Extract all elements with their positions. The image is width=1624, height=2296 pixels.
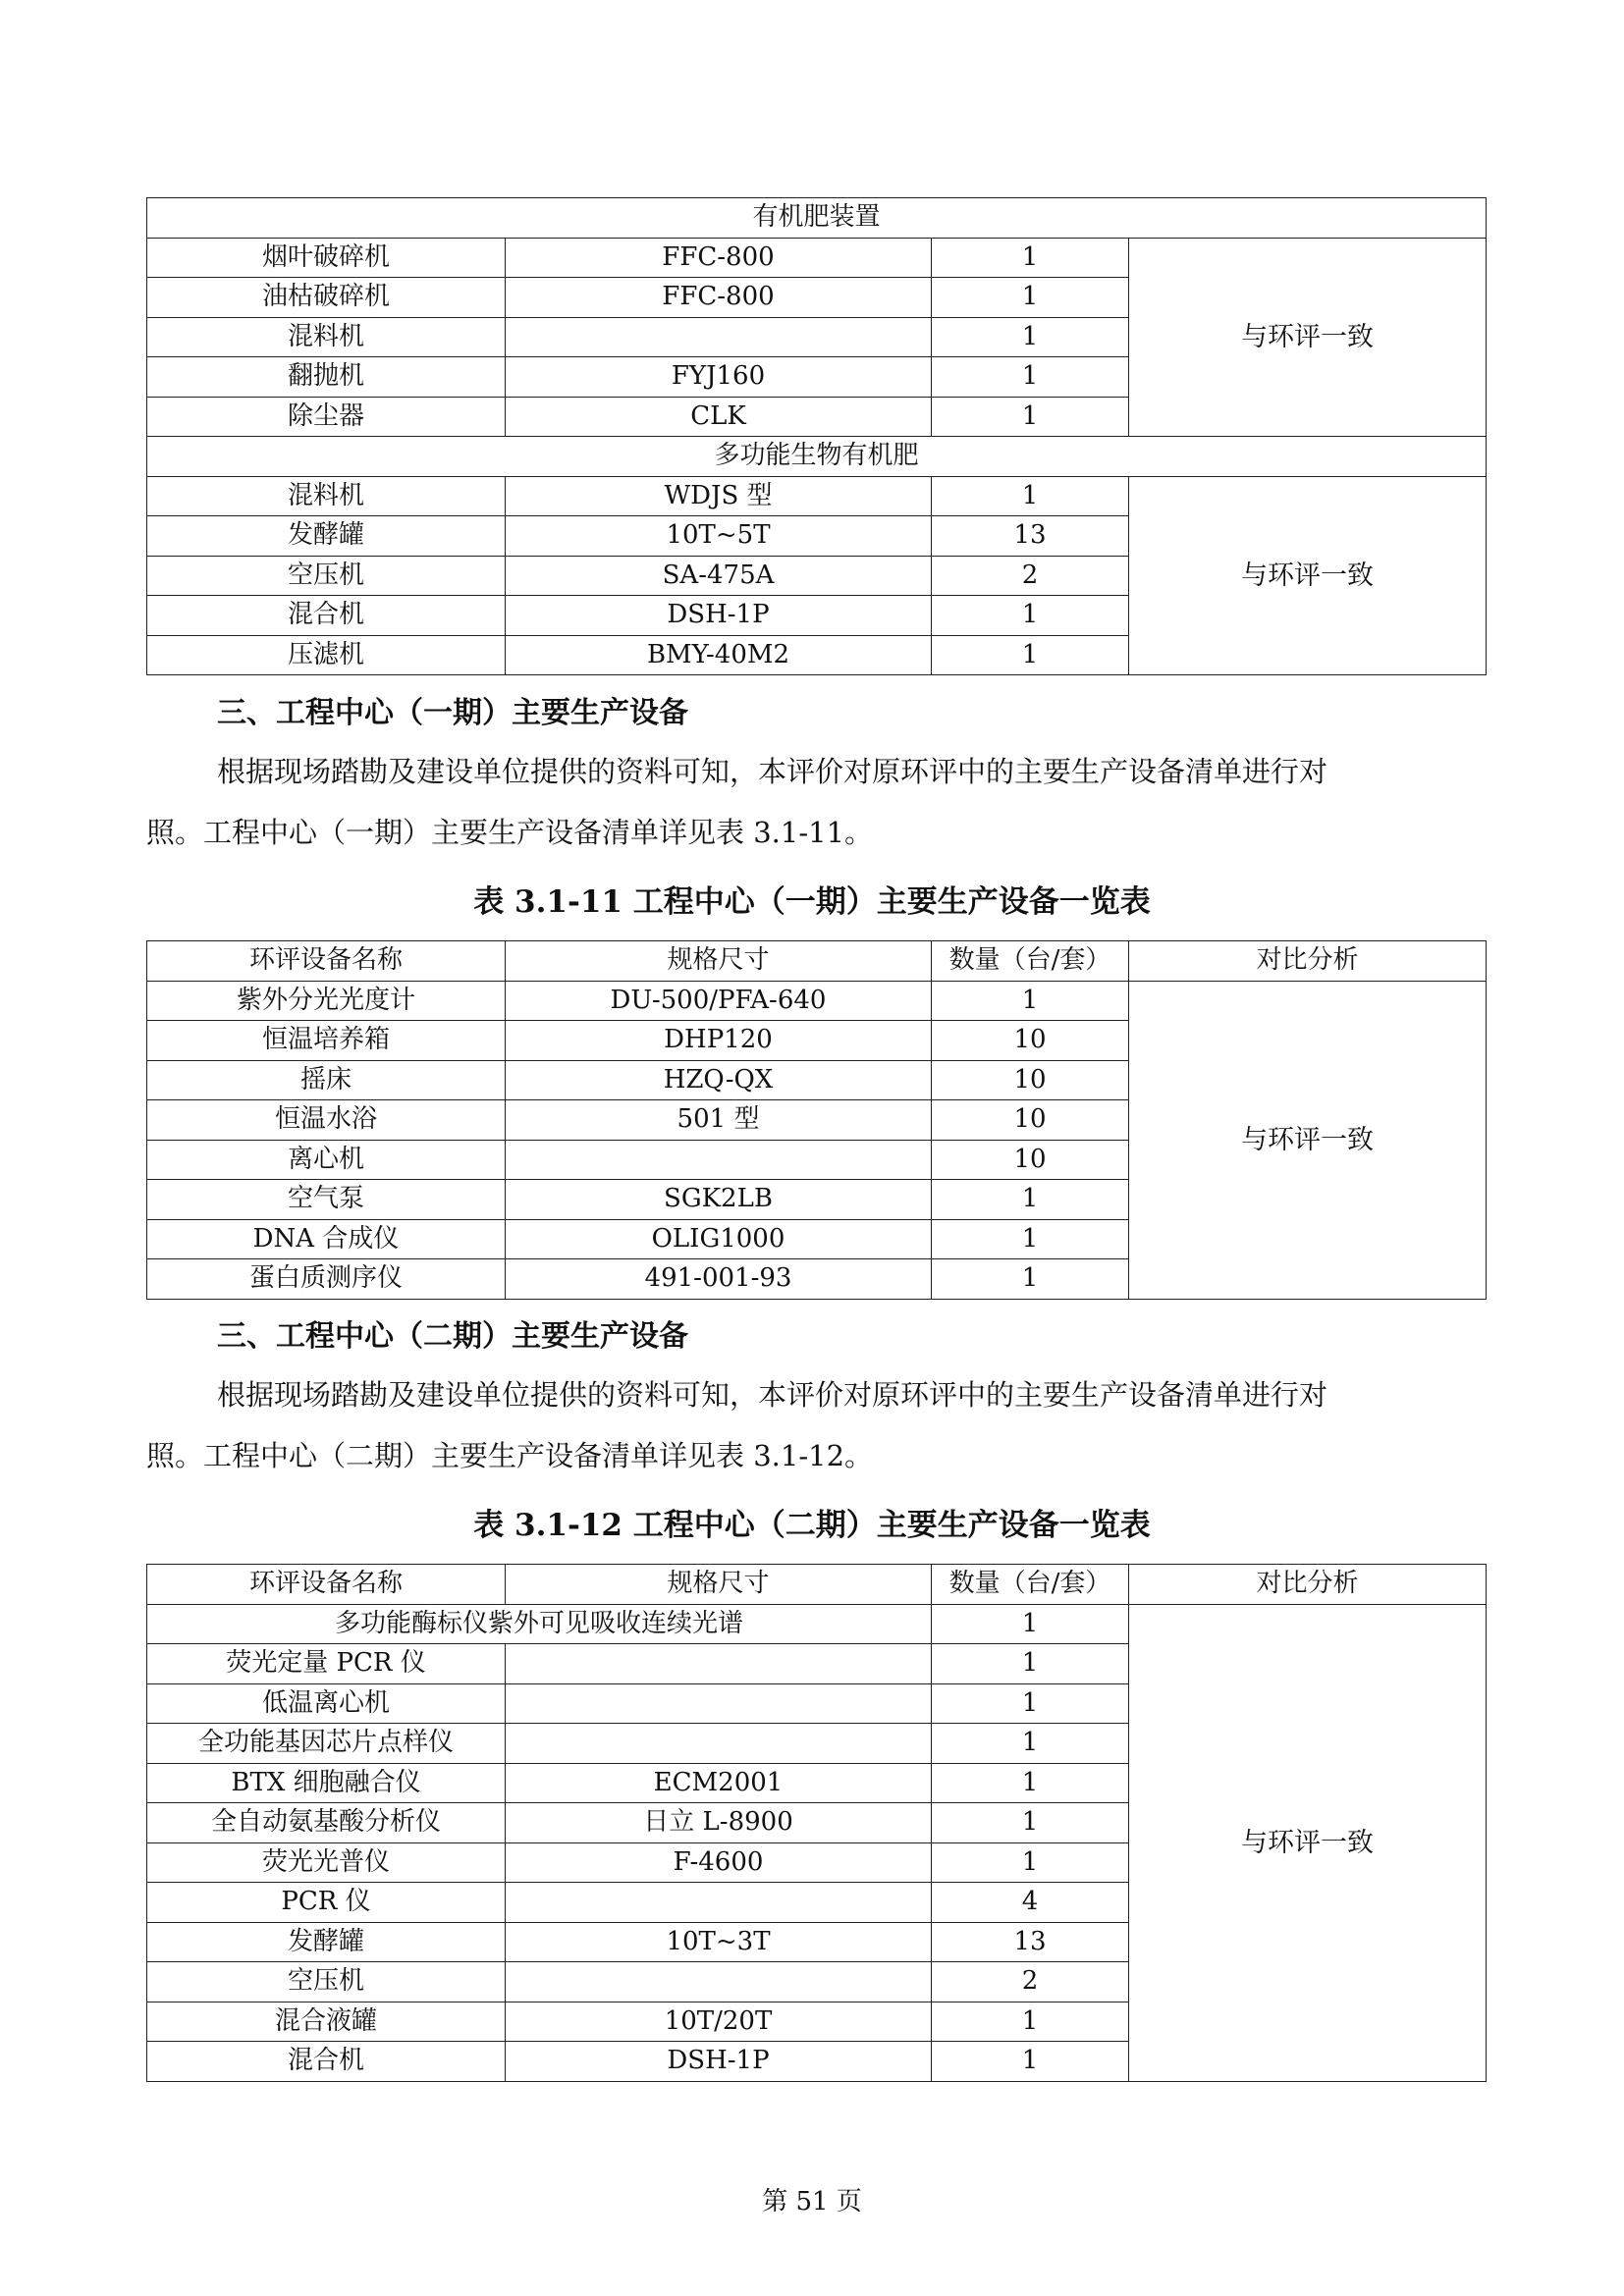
equipment-spec (506, 317, 932, 357)
table-header-row (147, 941, 1487, 982)
group-header-row (147, 437, 1487, 477)
equipment-spec: FFC-800 (506, 278, 932, 318)
equipment-name: 荧光光普仪 (147, 1842, 506, 1883)
column-header: 对比分析 (1129, 941, 1487, 982)
group-title: 有机肥装置 (147, 198, 1487, 239)
equipment-spec: OLIG1000 (506, 1219, 932, 1259)
equipment-qty: 10 (932, 1060, 1129, 1100)
equipment-name: 恒温水浴 (147, 1100, 506, 1141)
equipment-spec (506, 1644, 932, 1684)
equipment-spec: 10T/20T (506, 2002, 932, 2042)
equipment-spec: ECM2001 (506, 1763, 932, 1803)
table-row (147, 981, 1487, 1021)
equipment-spec: F-4600 (506, 1842, 932, 1883)
equipment-name: DNA 合成仪 (147, 1219, 506, 1259)
equipment-spec: 501 型 (506, 1100, 932, 1141)
equipment-name: 除尘器 (147, 397, 506, 437)
equipment-qty: 2 (932, 556, 1129, 596)
equipment-qty: 1 (932, 1604, 1129, 1644)
equipment-spec (506, 1140, 932, 1180)
table-row (147, 1604, 1487, 1644)
equipment-name: 空压机 (147, 1962, 506, 2002)
column-header: 环评设备名称 (147, 1565, 506, 1605)
column-header: 环评设备名称 (147, 941, 506, 982)
equipment-name: 全自动氨基酸分析仪 (147, 1803, 506, 1843)
column-header: 数量（台/套） (932, 941, 1129, 982)
equipment-name: 紫外分光光度计 (147, 981, 506, 1021)
section-heading: 三、工程中心（一期）主要生产设备 (217, 696, 688, 730)
equipment-name: 低温离心机 (147, 1683, 506, 1724)
equipment-name: 摇床 (147, 1060, 506, 1100)
equipment-spec: DSH-1P (506, 596, 932, 636)
equipment-qty: 1 (932, 1219, 1129, 1259)
equipment-qty: 1 (932, 2002, 1129, 2042)
equipment-spec: 日立 L-8900 (506, 1803, 932, 1843)
equipment-spec (506, 1683, 932, 1724)
equipment-qty: 1 (932, 238, 1129, 278)
equipment-spec: 491-001-93 (506, 1259, 932, 1300)
equipment-spec: 10T~5T (506, 516, 932, 557)
paragraph-line: 照。工程中心（一期）主要生产设备清单详见表 3.1-11。 (146, 816, 874, 849)
equipment-name: 空气泵 (147, 1180, 506, 1220)
equipment-spec: FYJ160 (506, 357, 932, 398)
equipment-spec: 10T~3T (506, 1922, 932, 1962)
equipment-qty: 4 (932, 1883, 1129, 1923)
equipment-spec: HZQ-QX (506, 1060, 932, 1100)
equipment-qty: 1 (932, 2042, 1129, 2082)
equipment-spec: SGK2LB (506, 1180, 932, 1220)
equipment-qty: 1 (932, 476, 1129, 516)
section-paragraph (146, 741, 1486, 863)
equipment-name: BTX 细胞融合仪 (147, 1763, 506, 1803)
equipment-name: 全功能基因芯片点样仪 (147, 1724, 506, 1764)
equipment-spec: DSH-1P (506, 2042, 932, 2082)
equipment-spec (506, 1883, 932, 1923)
equipment-qty: 1 (932, 397, 1129, 437)
equipment-qty: 10 (932, 1100, 1129, 1141)
equipment-qty: 13 (932, 516, 1129, 557)
table-row (147, 238, 1487, 278)
equipment-qty: 1 (932, 1763, 1129, 1803)
equipment-spec (506, 1962, 932, 2002)
equipment-name: 混合液罐 (147, 2002, 506, 2042)
equipment-qty: 2 (932, 1962, 1129, 2002)
equipment-spec: WDJS 型 (506, 476, 932, 516)
equipment-qty: 1 (932, 1842, 1129, 1883)
equipment-name: 混料机 (147, 317, 506, 357)
column-header: 规格尺寸 (506, 1565, 932, 1605)
section-paragraph (146, 1364, 1486, 1486)
equipment-spec: DHP120 (506, 1021, 932, 1061)
equipment-name: 离心机 (147, 1140, 506, 1180)
table-row (147, 476, 1487, 516)
equipment-table-3-1-11 (146, 940, 1487, 1300)
paragraph-line: 根据现场踏勘及建设单位提供的资料可知，本评价对原环评中的主要生产设备清单进行对 (217, 1378, 1328, 1412)
equipment-qty: 1 (932, 1683, 1129, 1724)
equipment-spec: DU-500/PFA-640 (506, 981, 932, 1021)
equipment-qty: 10 (932, 1021, 1129, 1061)
equipment-qty: 1 (932, 1259, 1129, 1300)
table-caption: 表 3.1-11 工程中心（一期）主要生产设备一览表 (473, 884, 1151, 920)
comparison-note: 与环评一致 (1129, 476, 1487, 675)
equipment-spec: SA-475A (506, 556, 932, 596)
comparison-note: 与环评一致 (1129, 981, 1487, 1299)
equipment-qty: 1 (932, 981, 1129, 1021)
equipment-name: 烟叶破碎机 (147, 238, 506, 278)
equipment-name: PCR 仪 (147, 1883, 506, 1923)
equipment-table-3-1-12 (146, 1564, 1487, 2082)
column-header: 对比分析 (1129, 1565, 1487, 1605)
equipment-name: 发酵罐 (147, 1922, 506, 1962)
equipment-qty: 1 (932, 596, 1129, 636)
equipment-qty: 10 (932, 1140, 1129, 1180)
equipment-name: 翻抛机 (147, 357, 506, 398)
table-header-row (147, 1565, 1487, 1605)
equipment-qty: 1 (932, 278, 1129, 318)
group-title: 多功能生物有机肥 (147, 437, 1487, 477)
equipment-spec: BMY-40M2 (506, 635, 932, 675)
equipment-name: 恒温培养箱 (147, 1021, 506, 1061)
equipment-name: 混合机 (147, 2042, 506, 2082)
equipment-name: 多功能酶标仪紫外可见吸收连续光谱 (147, 1604, 932, 1644)
equipment-name: 混合机 (147, 596, 506, 636)
equipment-qty: 13 (932, 1922, 1129, 1962)
group-header-row (147, 198, 1487, 239)
equipment-spec (506, 1724, 932, 1764)
equipment-qty: 1 (932, 1724, 1129, 1764)
equipment-name: 蛋白质测序仪 (147, 1259, 506, 1300)
comparison-note: 与环评一致 (1129, 238, 1487, 437)
equipment-name: 压滤机 (147, 635, 506, 675)
comparison-note: 与环评一致 (1129, 1604, 1487, 2081)
column-header: 规格尺寸 (506, 941, 932, 982)
column-header: 数量（台/套） (932, 1565, 1129, 1605)
equipment-name: 混料机 (147, 476, 506, 516)
paragraph-line: 照。工程中心（二期）主要生产设备清单详见表 3.1-12。 (146, 1439, 874, 1472)
equipment-qty: 1 (932, 317, 1129, 357)
equipment-spec: FFC-800 (506, 238, 932, 278)
equipment-qty: 1 (932, 357, 1129, 398)
equipment-qty: 1 (932, 635, 1129, 675)
equipment-name: 空压机 (147, 556, 506, 596)
equipment-spec: CLK (506, 397, 932, 437)
page-number: 第 51 页 (762, 2187, 862, 2216)
equipment-name: 发酵罐 (147, 516, 506, 557)
paragraph-line: 根据现场踏勘及建设单位提供的资料可知，本评价对原环评中的主要生产设备清单进行对 (217, 755, 1328, 788)
equipment-name: 荧光定量 PCR 仪 (147, 1644, 506, 1684)
section-heading: 三、工程中心（二期）主要生产设备 (217, 1319, 688, 1354)
table-caption: 表 3.1-12 工程中心（二期）主要生产设备一览表 (473, 1508, 1151, 1543)
equipment-qty: 1 (932, 1803, 1129, 1843)
equipment-qty: 1 (932, 1644, 1129, 1684)
equipment-name: 油枯破碎机 (147, 278, 506, 318)
equipment-table-continued (146, 197, 1487, 675)
equipment-qty: 1 (932, 1180, 1129, 1220)
